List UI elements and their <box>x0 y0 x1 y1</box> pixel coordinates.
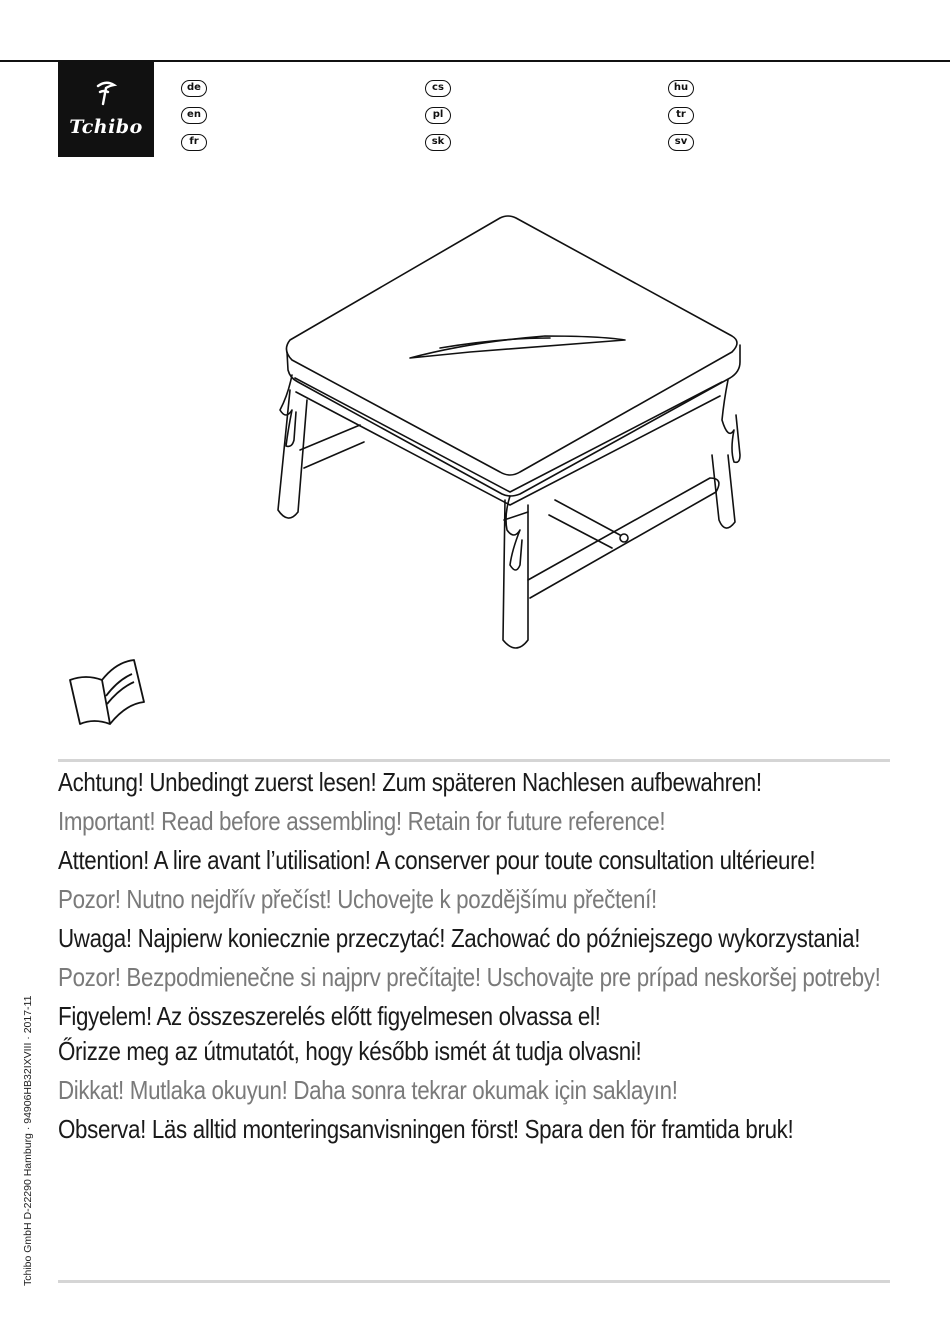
lang-badge-tr: tr <box>668 107 694 124</box>
notice-sv: Observa! Läs alltid monteringsanvisningen först! Spara den för framtida bruk! <box>58 1114 794 1144</box>
book-icon <box>66 656 148 728</box>
notice-sk: Pozor! Bezpodmienečne si najprv prečítajte! Uschovajte pre prípad neskoršej potreby! <box>58 962 881 992</box>
language-column-1 <box>181 80 207 161</box>
notice-en: Important! Read before assembling! Retain for future reference! <box>58 806 666 836</box>
notice-de: Achtung! Unbedingt zuerst lesen! Zum späteren Nachlesen aufbewahren! <box>58 767 762 797</box>
lang-badge-de: de <box>181 80 207 97</box>
lang-badge-pl: pl <box>425 107 451 124</box>
language-column-2 <box>425 80 451 161</box>
lang-badge-sv: sv <box>668 134 694 151</box>
lang-badge-en: en <box>181 107 207 124</box>
brand-name: Tchibo <box>69 116 143 138</box>
lang-badge-hu: hu <box>668 80 694 97</box>
tchibo-logo <box>58 62 154 157</box>
lang-badge-sk: sk <box>425 134 451 151</box>
warning-notice-list <box>58 765 898 1151</box>
lang-badge-cs: cs <box>425 80 451 97</box>
notice-tr: Dikkat! Mutlaka okuyun! Daha sonra tekrar okumak için saklayın! <box>58 1075 678 1105</box>
notice-cs: Pozor! Nutno nejdřív přečíst! Uchovejte k pozdějšímu přečtení! <box>58 884 657 914</box>
language-column-3 <box>668 80 694 161</box>
imprint: Tchibo GmbH D-22290 Hamburg · 94906HB32IXVIII · 2017-11 <box>22 995 34 1286</box>
divider-bottom <box>58 1280 890 1283</box>
lang-badge-fr: fr <box>181 134 207 151</box>
notice-pl: Uwaga! Najpierw koniecznie przeczytać! Zachować do późniejszego wykorzystania! <box>58 923 861 953</box>
notice-fr: Attention! A lire avant l’utilisation! A conserver pour toute consultation ultérieure! <box>58 845 816 875</box>
divider-top <box>58 759 890 762</box>
tchibo-logo-icon <box>92 80 120 108</box>
notice-hu: Figyelem! Az összeszerelés előtt figyelmesen olvassa el! Őrizze meg az útmutatót, hogy később ismét át tudja olvasni! <box>58 1001 642 1066</box>
footstool-illustration <box>260 210 750 660</box>
